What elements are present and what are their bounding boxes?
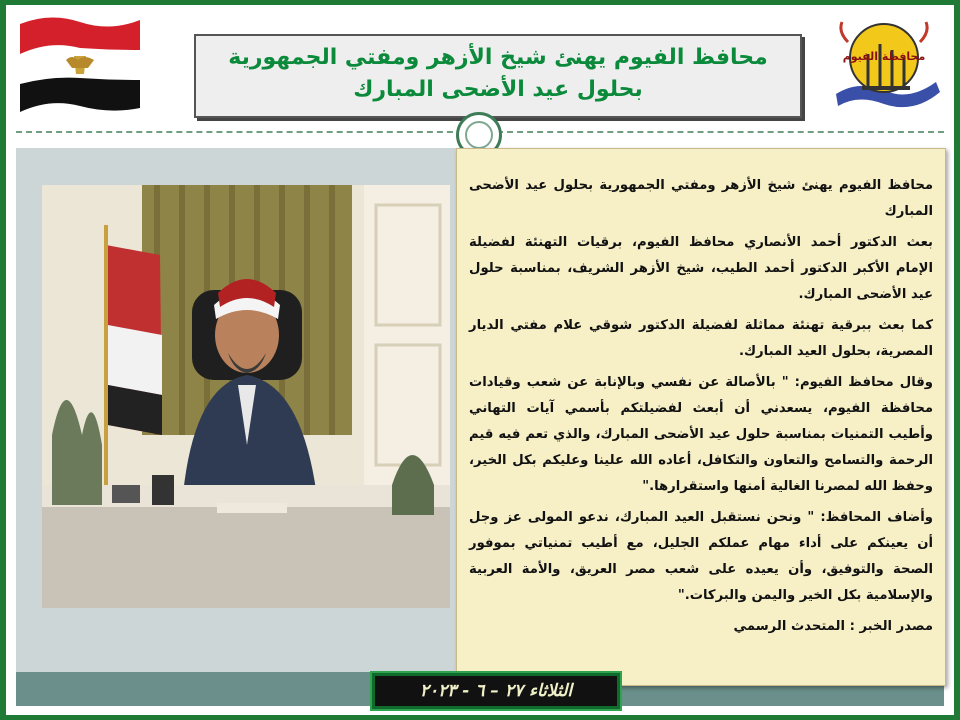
fayoum-governorate-logo [828, 14, 944, 124]
page-border-top [0, 0, 960, 5]
article-paragraph: وقال محافظ الفيوم: " بالأصالة عن نفسي وبالإنابة عن شعب وقيادات محافظة الفيوم، يسعدني أن أبعث لفضيلتكم بأسمي آيات التهاني وأطيب التمنيات بمناسبة حلول عيد الأضحى المبارك، والذي تعم فيه قيم الرحمة والتسامح والتعاون والتكافل، أعاده الله علينا وعليكم بكل الخير، وحفظ الله لمصرنا الغالية أمنها واستقرارها." [469, 375, 933, 494]
headline-box [194, 34, 802, 118]
date-plate [372, 673, 620, 709]
article-paragraph: بعث الدكتور أحمد الأنصاري محافظ الفيوم، برقيات التهنئة لفضيلة الإمام الأكبر الدكتور أحمد الطيب، شيخ الأزهر الشريف، بمناسبة حلول عيد الأضحى المبارك. [469, 235, 933, 302]
publish-date: الثلاثاء ٢٧ – ٦ - ٢٠٢٣ [419, 681, 573, 701]
logo-text: محافظة الفيوم [842, 50, 926, 63]
article-paragraph: وأضاف المحافظ: " ونحن نستقبل العيد المبارك، ندعو المولى عز وجل أن يعينكم على أداء مهام عملكم الجليل، مع أطيب تمنياتي بموفور الصحة والتوفيق، وأن يعيده على شعب مصر العريق، والأمة العربية والإسلامية بكل الخير واليمن والبركات." [469, 510, 933, 603]
article-card [456, 148, 946, 686]
news-source: مصدر الخبر : المتحدث الرسمي [733, 619, 933, 634]
article-paragraph: محافظ الفيوم يهنئ شيخ الأزهر ومفتي الجمهورية بحلول عيد الأضحى المبارك [469, 178, 933, 219]
page-border-left [0, 0, 6, 720]
portrait-photo [42, 185, 450, 608]
article-paragraph: كما بعث ببرقية تهنئة مماثلة لفضيلة الدكتور شوقي علام مفتي الديار المصرية، بحلول العيد المبارك. [469, 318, 933, 359]
egypt-flag-icon [16, 10, 144, 114]
headline: محافظ الفيوم يهنئ شيخ الأزهر ومفتي الجمهورية بحلول عيد الأضحى المبارك [228, 45, 768, 102]
page-border-right [954, 0, 960, 720]
article-body [457, 149, 945, 640]
page-border-bottom [0, 715, 960, 720]
